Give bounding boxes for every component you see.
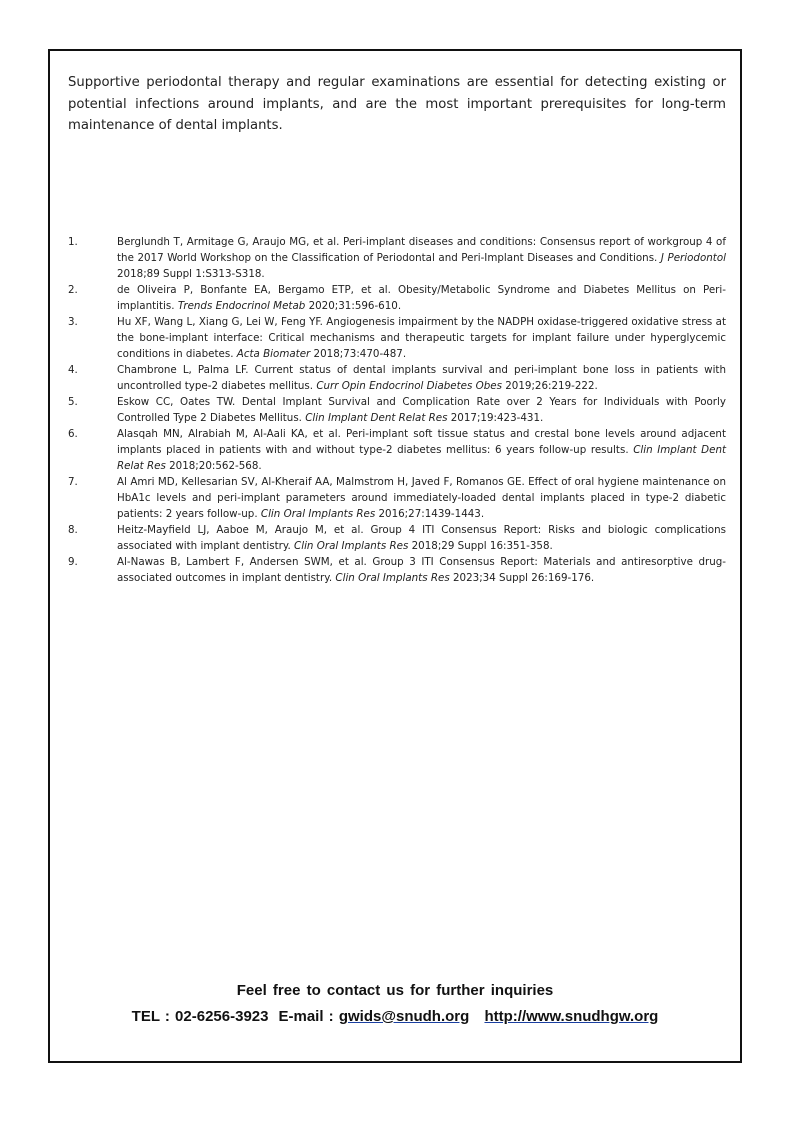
phone-number: TEL : 02-6256-3923 — [131, 1008, 269, 1025]
reference-journal: Acta Biomater — [236, 348, 311, 360]
reference-text: Al Amri MD, Kellesarian SV, Al-Kheraif AA, Malmstrom H, Javed F, Romanos GE. Effect of oral hygiene maintenance on HbA1c levels and peri-implant parameters around immediately-loaded dental implants placed in type-2 diabetic patients: 2 years follow-up. — [117, 476, 726, 520]
reference-journal: Clin Oral Implants Res — [294, 540, 409, 552]
reference-number: 4. — [68, 364, 78, 376]
reference-item — [68, 234, 726, 282]
reference-citation: 2018;89 Suppl 1:S313-S318. — [117, 268, 265, 280]
reference-journal: Clin Oral Implants Res — [335, 572, 450, 584]
reference-item — [68, 362, 726, 394]
contact-line — [48, 1008, 742, 1025]
reference-journal: Curr Opin Endocrinol Diabetes Obes — [316, 380, 502, 392]
reference-item — [68, 554, 726, 586]
reference-citation: 2017;19:423-431. — [447, 412, 544, 424]
reference-text: Eskow CC, Oates TW. Dental Implant Survival and Complication Rate over 2 Years for Individuals with Poorly Controlled Type 2 Diabetes Mellitus. — [117, 396, 726, 424]
reference-citation: 2018;20:562-568. — [165, 460, 262, 472]
reference-journal: J Periodontol — [660, 252, 726, 264]
reference-number: 2. — [68, 284, 78, 296]
reference-number: 9. — [68, 556, 78, 568]
reference-item — [68, 426, 726, 474]
reference-item — [68, 394, 726, 426]
reference-journal: Trends Endocrinol Metab — [177, 300, 306, 312]
intro-paragraph: Supportive periodontal therapy and regular examinations are essential for detecting existing or potential infections around implants, and are the most important prerequisites for long-term maintenance of dental implants. — [68, 75, 726, 133]
reference-citation: 2020;31:596-610. — [305, 300, 402, 312]
reference-citation: 2018;73:470-487. — [310, 348, 407, 360]
reference-item — [68, 522, 726, 554]
reference-text: Berglundh T, Armitage G, Araujo MG, et al. Peri-implant diseases and conditions: Consensus report of workgroup 4 of the 2017 World Workshop on the Classification of Periodontal and Peri-Implant Diseases and Conditions. — [117, 236, 726, 264]
reference-journal: Clin Implant Dent Relat Res — [117, 444, 727, 472]
reference-citation: 2019;26:219-222. — [501, 380, 598, 392]
reference-journal: Clin Oral Implants Res — [260, 508, 376, 520]
reference-number: 7. — [68, 476, 78, 488]
reference-text: Al-Nawas B, Lambert F, Andersen SWM, et al. Group 3 ITI Consensus Report: Materials and antiresorptive drug-associated outcomes in implant dentistry. — [117, 556, 726, 584]
reference-citation: 2018;29 Suppl 16:351-358. — [408, 540, 553, 552]
reference-number: 3. — [68, 316, 78, 328]
website-link[interactable]: http://www.snudhgw.org — [484, 1008, 659, 1025]
reference-number: 8. — [68, 524, 78, 536]
reference-number: 6. — [68, 428, 78, 440]
reference-text: de Oliveira P, Bonfante EA, Bergamo ETP, et al. Obesity/Metabolic Syndrome and Diabetes Mellitus on Peri-implantitis. — [117, 284, 726, 312]
reference-journal: Clin Implant Dent Relat Res — [305, 412, 448, 424]
reference-text: Heitz-Mayfield LJ, Aaboe M, Araujo M, et al. Group 4 ITI Consensus Report: Risks and biologic complications associated with implant dentistry. — [117, 524, 726, 552]
reference-citation: 2023;34 Suppl 26:169-176. — [449, 572, 595, 584]
reference-item — [68, 282, 726, 314]
email-label: E-mail : — [278, 1008, 334, 1025]
reference-text: Chambrone L, Palma LF. Current status of dental implants survival and peri-implant bone loss in patients with uncontrolled type-2 diabetes mellitus. — [117, 364, 726, 392]
reference-text: Hu XF, Wang L, Xiang G, Lei W, Feng YF. Angiogenesis impairment by the NADPH oxidase-triggered oxidative stress at the bone-implant interface: Critical mechanisms and therapeutic targets for implant failure under hyperglycemic conditions in diabetes. — [117, 316, 726, 360]
contact-headline: Feel free to contact us for further inquiries — [236, 982, 554, 999]
reference-number: 1. — [68, 236, 78, 248]
reference-citation: 2016;27:1439-1443. — [375, 508, 485, 520]
reference-item — [68, 314, 726, 362]
reference-text: Alasqah MN, Alrabiah M, Al-Aali KA, et al. Peri-implant soft tissue status and crestal bone levels around adjacent implants placed in patients with and without type-2 diabetes mellitus: 6 years follow-up results. — [117, 428, 726, 456]
reference-number: 5. — [68, 396, 78, 408]
reference-item — [68, 474, 726, 522]
email-link[interactable]: gwids@snudh.org — [338, 1008, 470, 1025]
reference-list — [68, 234, 726, 586]
